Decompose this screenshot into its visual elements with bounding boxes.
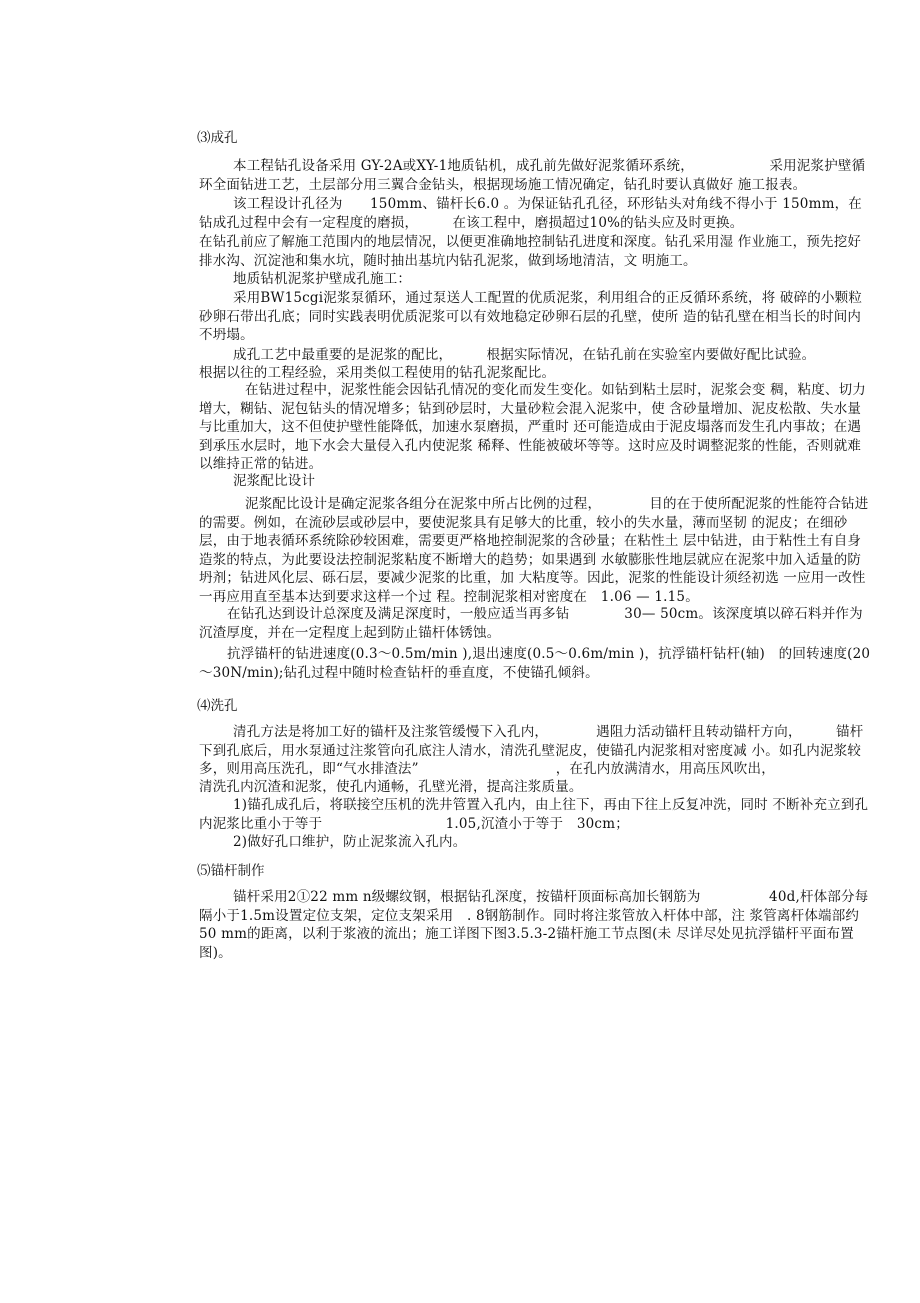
paragraph-extra-depth: 在钻孔达到设计总深度及满足深度时，一般应适当再多钻 30— 50cm。该深度填以碎石料并作为沉渣厚度，并在一定程度上起到防止锚杆体锈蚀。: [199, 606, 863, 641]
section-heading-chengkong: ⑶成孔: [197, 130, 238, 146]
list-item-orifice-protection: 2)做好孔口维护，防止泥浆流入孔内。: [233, 834, 467, 850]
paragraph-drill-speed: 抗浮锚杆的钻进速度(0.3～0.5m/min ),退出速度(0.5～0.6m/min )，抗浮锚杆钻杆(轴) 的回转速度(20～30N/min);钻孔过程中随时检查钻杆的垂直度，不使锚孔倾斜。: [199, 646, 871, 681]
paragraph-mud-design: 泥浆配比设计是确定泥浆各组分在泥浆中所占比例的过程， 目的在于使所配泥浆的性能符合钻进的需要。例如，在流砂层或砂层中，要使泥浆具有足够大的比重，较小的失水量，薄而坚韧 的泥皮；在细砂层，由于地表循环系统除砂较困难，需要更严格地控制泥浆的含砂量；在粘性土 层中钻进，由于粘性土有自身造浆的特点，为此要设法控制泥浆粘度不断增大的趋势；如果遇到 水敏膨胀性地层就应在泥浆中加入适量的防坍剂；钻进风化层、砾石层，要减少泥浆的比重，加 大粘度等。因此，泥浆的性能设计须经初选 一应用一改性一再应用直至基本达到要求这样一个过 程。控制泥浆相对密度在 1.06 — 1.15。: [199, 496, 869, 605]
paragraph-mud-performance: 在钻进过程中，泥浆性能会因钻孔情况的变化而发生变化。如钻到粘土层时，泥浆会变 稠，粘度、切力增大，糊钻、泥包钻头的情况增多；钻到砂层时，大量砂粒会混入泥浆中，使 含砂量增加、泥皮松散、失水量与比重加大，这不但使护壁性能降低，加速水泵磨损，严重时 还可能造成由于泥皮塌落而发生孔内事故；在遇到承压水层时，地下水会大量侵入孔内使泥浆 稀释、性能被破坏等等。这时应及时调整泥浆的性能，否则就难以维持正常的钻进。: [199, 382, 866, 472]
paragraph-cleaning-method: 清孔方法是将加工好的锚杆及注浆管缓慢下入孔内， 遇阻力活动锚杆且转动锚杆方向， 锚杆下到孔底后，用水泵通过注浆管向孔底注人清水，清洗孔壁泥皮，使锚孔内泥浆相对密度减 小。如孔内泥浆较多，则用高压洗孔，即“气水排渣法” ，在孔内放满清水，用高压风吹出，: [199, 724, 864, 777]
section-heading-maogan: ⑸锚杆制作: [197, 863, 265, 879]
paragraph-experience: 根据以往的工程经验，采用类似工程使用的钻孔泥浆配比。: [199, 365, 556, 381]
list-item-flushing: 1)锚孔成孔后，将联接空压机的洗井管置入孔内，由上往下，再由下往上反复冲洗，同时 不断补充立到孔内泥浆比重小于等于 1.05,沉渣小于等于 30cm；: [199, 797, 869, 832]
paragraph-mud-ratio: 成孔工艺中最重要的是泥浆的配比， 根据实际情况，在钻孔前在实验室内要做好配比试验。: [233, 347, 816, 363]
paragraph-mud-wall-title: 地质钻机泥浆护壁成孔施工：: [233, 271, 412, 287]
paragraph-mud-pump: 采用BW15cgi泥浆泵循环，通过泵送人工配置的优质泥浆，利用组合的正反循环系统，将 破碎的小颗粒砂卵石带出孔底；同时实践表明优质泥浆可以有效地稳定砂卵石层的孔壁，使所 造的钻孔壁在相当长的时间内不坍塌。: [199, 290, 863, 343]
paragraph-hole-diameter: 该工程设计孔径为 150mm、锚杆长6.0 。为保证钻孔孔径，环形钻头对角线不得小于 150mm，在钻成孔过程中会有一定程度的磨损， 在该工程中，磨损超过10%的钻头应及时更换。: [199, 196, 862, 231]
paragraph-stratum-survey: 在钻孔前应了解施工范围内的地层情况，以便更准确地控制钻孔进度和深度。钻孔采用湿 作业施工，预先挖好排水沟、沉淀池和集水坑，随时抽出基坑内钻孔泥浆，做到场地清洁，文 明施工。: [199, 234, 862, 269]
paragraph-mud-design-title: 泥浆配比设计: [233, 473, 316, 489]
paragraph-drilling-equipment: 本工程钻孔设备采用 GY-2A或XY-1地质钻机，成孔前先做好泥浆循环系统， 采用泥浆护壁循环全面钻进工艺，土层部分用三翼合金钻头，根据现场施工情况确定，钻孔时要认真做好 施工报表。: [199, 158, 866, 193]
paragraph-cleaning-result: 清洗孔内沉渣和泥浆，使孔内通畅，孔壁光滑，提高注浆质量。: [199, 779, 583, 795]
paragraph-anchor-fabrication: 锚杆采用2①22 mm n级螺纹钢，根据钻孔深度，按锚杆顶面标高加长钢筋为 40d,杆体部分每隔小于1.5m设置定位支架，定位支架采用 . 8钢筋制作。同时将注浆管放入杆体中部，注 浆管离杆体端部约 50 mm的距离，以利于浆液的流出；施工详图下图3.5.3-2锚杆施工节点图(未 尽详尽处见抗浮锚杆平面布置图)。: [199, 889, 869, 961]
section-heading-xikong: ⑷洗孔: [197, 698, 238, 714]
